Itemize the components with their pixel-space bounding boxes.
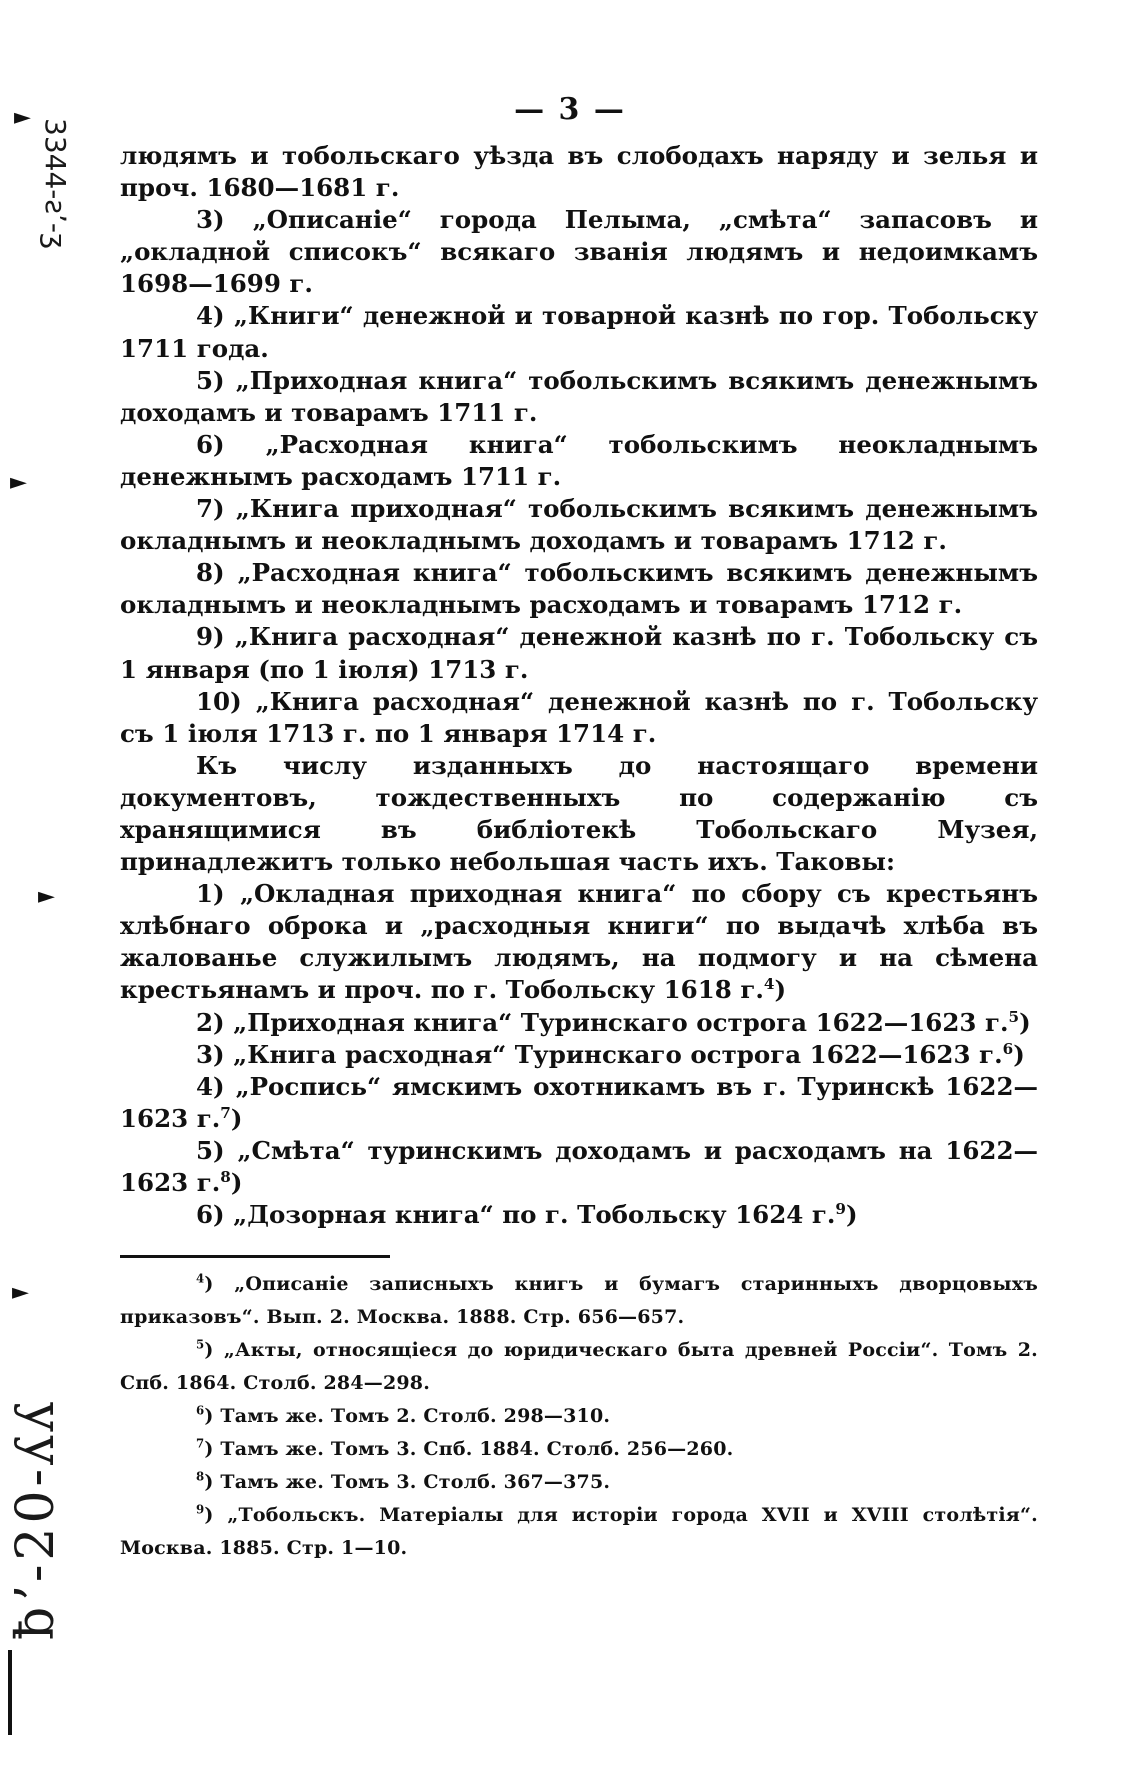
footnote-ref-5[interactable]: 5 — [1008, 1007, 1020, 1026]
binding-mark — [8, 1650, 12, 1735]
handwritten-margin-note-bottom: ƀʼ-20-ʎʎ — [6, 1398, 66, 1640]
list-item-7: 7) „Книга приходная“ тобольскимъ всякимъ денежнымъ окладнымъ и неокладнымъ доходамъ и товарамъ 1712 г. — [120, 494, 1038, 556]
list-item-4: 4) „Книги“ денежной и товарной казнѣ по гор. Тобольску 1711 года. — [120, 301, 1038, 363]
published-item-1-text: 1) „Окладная приходная книга“ по сбору съ крестьянъ хлѣбнаго оброка и „расходныя книги“ по выдачѣ хлѣба въ жалованье служилымъ людямъ, на подмогу и на сѣмена крестьянамъ и проч. по г. Тобольску 1618 г. — [120, 879, 1038, 1005]
footnote-mark: 8 — [196, 1469, 205, 1484]
footnote-9: $^9$) „Тобольскъ. Матеріалы для исторіи города XVII и XVIII столѣтія“. Москва. 1885. Стр. 1—10. — [120, 1502, 1038, 1559]
margin-tick-icon: ► — [38, 884, 55, 909]
footnotes — [120, 1268, 1038, 1565]
list-item-5: 5) „Приходная книга“ тобольскимъ всякимъ денежнымъ доходамъ и товарамъ 1711 г. — [120, 365, 1038, 427]
published-item-4-text: 4) „Роспись“ ямскимъ охотникамъ въ г. Туринскѣ 1622—1623 г. — [120, 1071, 1038, 1133]
margin-tick-icon: ► — [14, 105, 31, 130]
footnote-text: „Акты, относящіеся до юридическаго быта древней Россіи“. Томъ 2. Спб. 1864. Столб. 284—298. — [120, 1339, 1038, 1394]
list-item-8: 8) „Расходная книга“ тобольскимъ всякимъ денежнымъ окладнымъ и неокладнымъ расходамъ и товарамъ 1712 г. — [120, 558, 1038, 620]
footnote-6: $^6$) Тамъ же. Томъ 2. Столб. 298—310. — [196, 1403, 611, 1427]
footnote-ref-6[interactable]: 6 — [1002, 1039, 1014, 1058]
published-item-4: 4) „Роспись“ ямскимъ охотникамъ въ г. Туринскѣ 1622—1623 г.$^7$) — [120, 1071, 1038, 1133]
published-item-5: 5) „Смѣта“ туринскимъ доходамъ и расходамъ на 1622—1623 г.$^8$) — [120, 1135, 1038, 1197]
footnote-ref-7[interactable]: 7 — [220, 1103, 231, 1122]
footnote-text: „Тобольскъ. Матеріалы для исторіи города XVII и XVIII столѣтія“. Москва. 1885. Стр. 1—10. — [120, 1504, 1038, 1559]
footnote-mark: 6 — [196, 1403, 205, 1418]
main-text — [120, 140, 1038, 1231]
list-item-6: 6) „Расходная книга“ тобольскимъ неокладнымъ денежнымъ расходамъ 1711 г. — [120, 429, 1038, 491]
footnote-ref-8[interactable]: 8 — [220, 1167, 231, 1186]
footnote-7: $^7$) Тамъ же. Томъ 3. Спб. 1884. Столб. 256—260. — [196, 1436, 734, 1460]
paragraph-0: людямъ и тобольскаго уѣзда въ слободахъ наряду и зелья и проч. 1680—1681 г. — [120, 141, 1038, 203]
footnote-mark: 7 — [196, 1436, 205, 1451]
footnote-ref-9[interactable]: 9 — [835, 1199, 846, 1218]
footnote-ref-4[interactable]: 4 — [763, 975, 775, 994]
footnote-text: Тамъ же. Томъ 2. Столб. 298—310. — [220, 1405, 611, 1427]
handwritten-margin-note-top: 3344-ƨʼ-ʒ — [39, 118, 72, 250]
footnote-mark: 5 — [196, 1337, 205, 1352]
margin-tick-icon: ► — [10, 470, 27, 495]
published-item-3-text: 3) „Книга расходная“ Туринскаго острога 1622—1623 г. — [196, 1039, 1003, 1069]
list-item-3: 3) „Описаніе“ города Пелыма, „смѣта“ запасовъ и „окладной списокъ“ всякаго званія людямъ и недоимкамъ 1698—1699 г. — [120, 205, 1038, 299]
margin-tick-icon: ► — [12, 1280, 29, 1305]
list-item-9: 9) „Книга расходная“ денежной казнѣ по г. Тобольску съ 1 января (по 1 іюля) 1713 г. — [120, 622, 1038, 684]
published-item-1: 1) „Окладная приходная книга“ по сбору съ крестьянъ хлѣбнаго оброка и „расходныя книги“ по выдачѣ хлѣба въ жалованье служилымъ людямъ, на подмогу и на сѣмена крестьянамъ и проч. по г. Тобольску 1618 г.$^4$) — [120, 879, 1038, 1005]
page-number: — 3 — — [514, 92, 626, 127]
footnote-text: Тамъ же. Томъ 3. Столб. 367—375. — [220, 1471, 611, 1493]
footnote-text: Тамъ же. Томъ 3. Спб. 1884. Столб. 256—260. — [220, 1438, 734, 1460]
footnote-mark: 4 — [196, 1271, 205, 1286]
list-item-10: 10) „Книга расходная“ денежной казнѣ по г. Тобольску съ 1 іюля 1713 г. по 1 января 1714 г. — [120, 686, 1038, 748]
published-item-6: 6) „Дозорная книга“ по г. Тобольску 1624 г.$^9$) — [196, 1199, 858, 1230]
published-item-6-text: 6) „Дозорная книга“ по г. Тобольску 1624 г. — [196, 1200, 836, 1230]
footnote-text: „Описаніе записныхъ книгъ и бумагъ старинныхъ дворцовыхъ приказовъ“. Вып. 2. Москва. 1888. Стр. 656—657. — [120, 1273, 1038, 1328]
published-item-5-text: 5) „Смѣта“ туринскимъ доходамъ и расходамъ на 1622—1623 г. — [120, 1135, 1038, 1197]
footnote-mark: 9 — [196, 1502, 205, 1517]
footnote-8: $^8$) Тамъ же. Томъ 3. Столб. 367—375. — [196, 1469, 611, 1493]
intro-paragraph: Къ числу изданныхъ до настоящаго времени документовъ, тождественныхъ по содержанію съ хранящимися въ библіотекѣ Тобольскаго Музея, принадлежитъ только небольшая часть ихъ. Таковы: — [120, 750, 1038, 877]
footnote-5: $^5$) „Акты, относящіеся до юридическаго быта древней Россіи“. Томъ 2. Спб. 1864. Столб. 284—298. — [120, 1337, 1038, 1394]
footnote-4: $^4$) „Описаніе записныхъ книгъ и бумагъ старинныхъ дворцовыхъ приказовъ“. Вып. 2. Москва. 1888. Стр. 656—657. — [120, 1271, 1038, 1328]
published-item-2: 2) „Приходная книга“ Туринскаго острога 1622—1623 г.$^5$) — [196, 1007, 1031, 1037]
published-item-2-text: 2) „Приходная книга“ Туринскаго острога 1622—1623 г. — [196, 1007, 1009, 1037]
published-item-3: 3) „Книга расходная“ Туринскаго острога 1622—1623 г.$^6$) — [196, 1039, 1025, 1069]
footnote-divider — [120, 1255, 390, 1258]
